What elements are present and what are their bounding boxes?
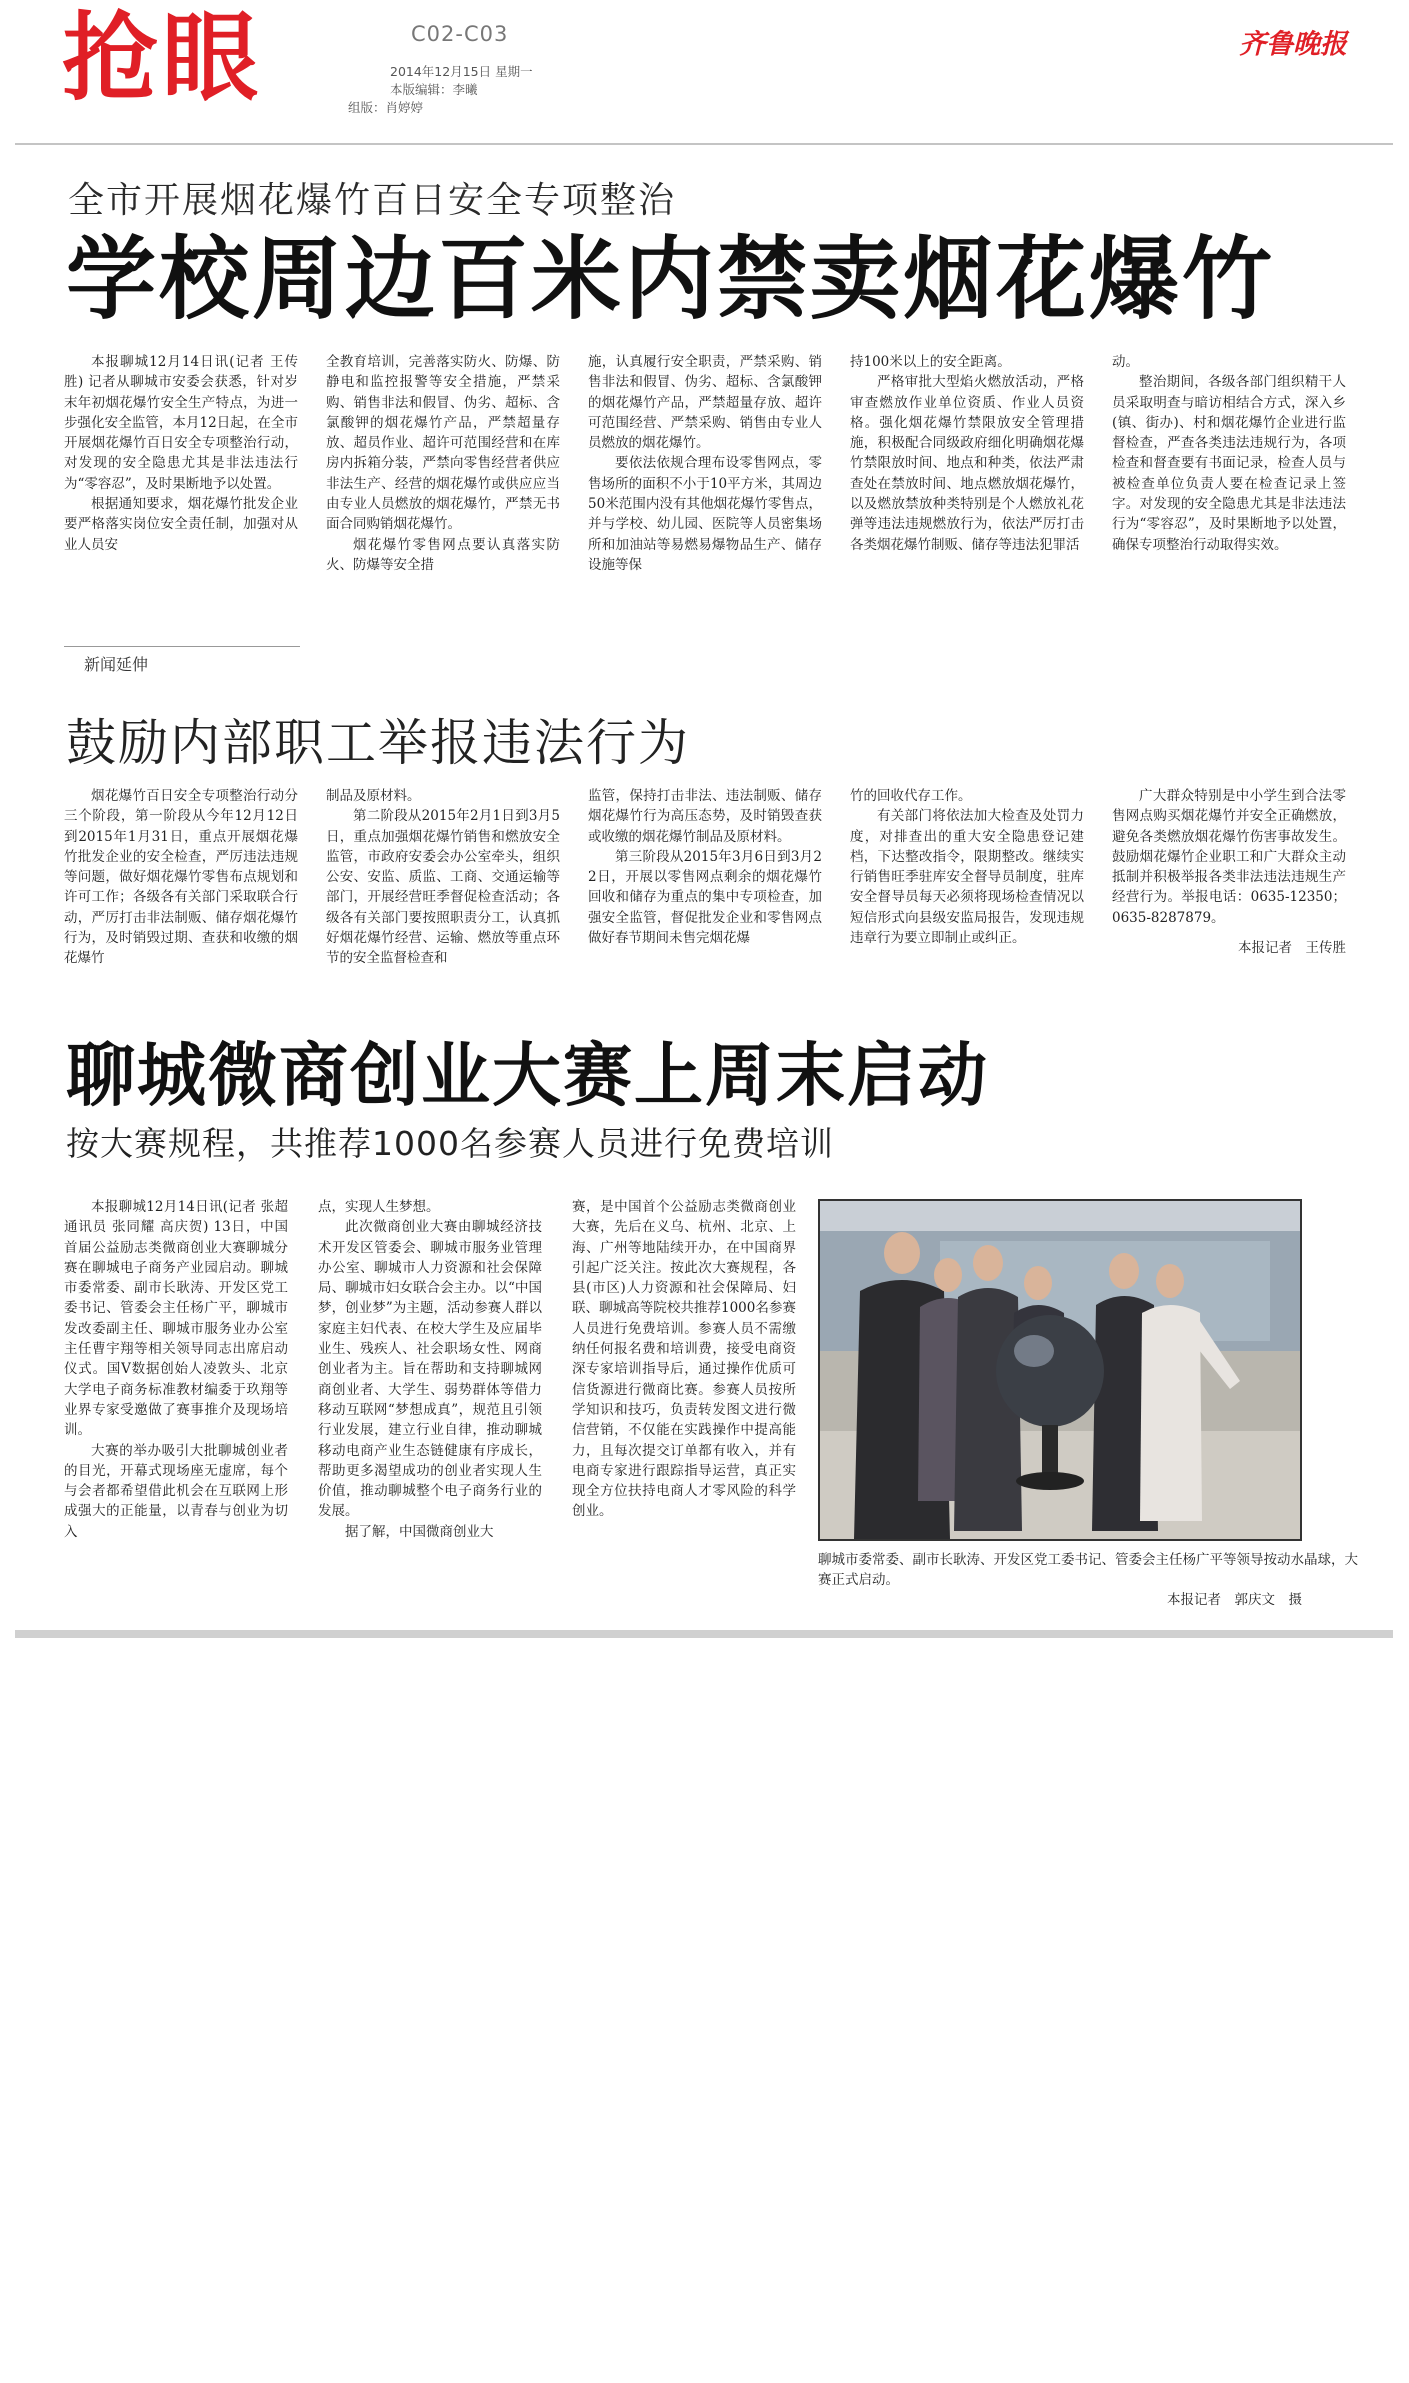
paragraph: 有关部门将依法加大检查及处罚力度，对排查出的重大安全隐患登记建档，下达整改指令，限期整改。继续实行销售旺季驻库安全督导员制度，驻库安全督导员每天必须将现场检查情况以短信形式向县级安监局报告，发现违规违章行为要立即制止或纠正。 xyxy=(850,808,1084,947)
article1-column-1 xyxy=(64,352,298,555)
paragraph: 竹的回收代存工作。 xyxy=(850,788,972,804)
article2-column-1 xyxy=(64,1197,288,1542)
paragraph: 动。 xyxy=(1112,354,1139,370)
sidebar-column-2 xyxy=(326,786,560,969)
sidebar-column-3 xyxy=(588,786,822,948)
page-numbers: C02-C03 xyxy=(411,22,509,46)
photo-credit: 本报记者 郭庆文 摄 xyxy=(1167,1592,1302,1608)
paragraph: 制品及原材料。 xyxy=(326,788,421,804)
paragraph: 持100米以上的安全距离。 xyxy=(850,354,1011,370)
header-divider xyxy=(15,143,1393,145)
paragraph: 点，实现人生梦想。 xyxy=(318,1199,440,1215)
paragraph: 烟花爆竹百日安全专项整治行动分三个阶段，第一阶段从今年12月12日到2015年1月31日，重点开展烟花爆竹批发企业的安全检查，严厉违法违规等问题，做好烟花爆竹零售布点规划和许可工作；各级各有关部门采取联合行动，严厉打击非法制贩、储存烟花爆竹行为，及时销毁过期、查获和收缴的烟花爆竹 xyxy=(64,788,298,967)
event-photo-scene xyxy=(820,1201,1300,1539)
paragraph: 大赛的举办吸引大批聊城创业者的目光，开幕式现场座无虚席，每个与会者都希望借此机会在互联网上形成强大的正能量，以青春与创业为切入 xyxy=(64,1442,288,1540)
article2-column-2 xyxy=(318,1197,542,1542)
article1-column-3 xyxy=(588,352,822,575)
paragraph: 此次微商创业大赛由聊城经济技术开发区管委会、聊城市服务业管理办公室、聊城市人力资源和社会保障局、聊城市妇女联合会主办。以“中国梦，创业梦”为主题，活动参赛人群以家庭主妇代表、在校大学生及应届毕业生、残疾人、社会职场女性、网商创业者为主。旨在帮助和支持聊城网商创业者、大学生、弱势群体等借力移动互联网“梦想成真”，规范且引领行业发展，建立行业自律，推动聊城移动电商产业生态链健康有序成长，帮助更多渴望成功的创业者实现人生价值，推动聊城整个电子商务行业的发展。 xyxy=(318,1219,542,1520)
paragraph: 本报聊城12月14日讯(记者 张超 通讯员 张同耀 高庆贺) 13日，中国首届公益励志类微商创业大赛聊城分赛在聊城电子商务产业园启动。聊城市委常委、副市长耿涛、开发区党工委书记、管委会主任杨广平，聊城市发改委副主任、聊城市服务业办公室主任曹宇翔等相关领导同志出席启动仪式。国V数据创始人凌敦头、北京大学电子商务标准教材编委于玖翔等业界专家受邀做了赛事推介及现场培训。 xyxy=(64,1199,288,1439)
editor-credit: 本版编辑：李曦 xyxy=(390,82,478,97)
paragraph: 整治期间，各级各部门组织精干人员采取明查与暗访相结合方式，深入乡(镇、街办)、村和烟花爆竹企业进行监督检查，严查各类违法违规行为，各项检查和督查要有书面记录，检查人员与被检查单位负责人要在检查记录上签字。对发现的安全隐患尤其是非法违法行为“零容忍”，及时果断地予以处置，确保专项整治行动取得实效。 xyxy=(1112,374,1346,553)
paragraph: 烟花爆竹零售网点要认真落实防火、防爆等安全措 xyxy=(326,536,560,573)
section-title: 抢眼 xyxy=(62,2,262,114)
paragraph: 据了解，中国微商创业大 xyxy=(345,1523,494,1540)
article-headline: 学校周边百米内禁卖烟花爆竹 xyxy=(66,227,1275,332)
section-tag: 新闻延伸 xyxy=(84,655,149,674)
sidebar-column-5 xyxy=(1112,786,1346,958)
article2-subheadline: 按大赛规程，共推荐1000名参赛人员进行免费培训 xyxy=(66,1124,834,1163)
byline: 本报记者 王传胜 xyxy=(1238,940,1346,957)
caption-text: 聊城市委常委、副市长耿涛、开发区党工委书记、管委会主任杨广平等领导按动水晶球，大赛正式启动。 xyxy=(818,1552,1358,1588)
paragraph: 要依法依规合理布设零售网点，零售场所的面积不小于10平方米，其周边50米范围内没有其他烟花爆竹零售点，并与学校、幼儿园、医院等人员密集场所和加油站等易燃易爆物品生产、储存设施等保 xyxy=(588,455,822,573)
paragraph: 第二阶段从2015年2月1日到3月5日，重点加强烟花爆竹销售和燃放安全监管，市政府安委会办公室牵头，组织公安、安监、质监、工商、交通运输等部门，开展经营旺季督促检查活动；各级各有关部门要按照职责分工，认真抓好烟花爆竹经营、运输、燃放等重点环节的安全监督检查和 xyxy=(326,808,560,967)
sidebar-column-4 xyxy=(850,786,1084,948)
paragraph: 根据通知要求，烟花爆竹批发企业要严格落实岗位安全责任制，加强对从业人员安 xyxy=(64,496,298,553)
article2-headline: 聊城微商创业大赛上周末启动 xyxy=(66,1036,989,1116)
paragraph: 广大群众特别是中小学生到合法零售网点购买烟花爆竹并安全正确燃放，避免各类燃放烟花爆竹伤害事故发生。鼓励烟花爆竹企业职工和广大群众主动抵制并积极举报各类非法违法违规生产经营行为。举报电话：0635-12350；0635-8287879。 xyxy=(1112,788,1346,926)
photo-caption xyxy=(818,1550,1358,1610)
event-photo xyxy=(818,1199,1302,1541)
sidebar-column-1 xyxy=(64,786,298,969)
paragraph: 全教育培训，完善落实防火、防爆、防静电和监控报警等安全措施，严禁采购、销售非法和假冒、伪劣、超标、含氯酸钾的烟花爆竹产品，严禁超量存放、超员作业、超许可范围经营和在库房内拆箱分装，严禁向零售经营者供应非法生产、经营的烟花爆竹或供应应当由专业人员燃放的烟花爆竹，严禁无书面合同购销烟花爆竹。 xyxy=(326,354,560,533)
paragraph: 严格审批大型焰火燃放活动，严格审查燃放作业单位资质、作业人员资格。强化烟花爆竹禁限放安全管理措施，积极配合同级政府细化明确烟花爆竹禁限放时间、地点和种类，依法严肃查处在禁放时间、地点燃放烟花爆竹，以及燃放禁放种类特别是个人燃放礼花弹等违法违规燃放行为，依法严厉打击各类烟花爆竹制贩、储存等违法犯罪活 xyxy=(850,374,1084,553)
newspaper-logo: 齐鲁晚报 xyxy=(1239,29,1347,60)
paragraph: 赛，是中国首个公益励志类微商创业大赛，先后在义乌、杭州、北京、上海、广州等地陆续开办，在中国商界引起广泛关注。按此次大赛规程，各县(市区)人力资源和社会保障局、妇联、聊城高等院校共推荐1000名参赛人员进行免费培训。参赛人员不需缴纳任何报名费和培训费，接受电商资深专家培训指导后，通过操作优质可信货源进行微商比赛。参赛人员按所学知识和技巧，负责转发图文进行微信营销，不仅能在实践操作中提高能力，且每次提交订单都有收入，并有电商专家进行跟踪指导运营，真正实现全方位扶持电商人才零风险的科学创业。 xyxy=(572,1199,796,1520)
article1-column-2 xyxy=(326,352,560,575)
page-bottom-rule xyxy=(15,1630,1393,1638)
issue-date: 2014年12月15日 星期一 xyxy=(390,64,533,79)
article-kicker: 全市开展烟花爆竹百日安全专项整治 xyxy=(68,180,677,221)
article1-column-5 xyxy=(1112,352,1346,555)
sidebar-title: 鼓励内部职工举报违法行为 xyxy=(66,714,690,772)
layout-credit: 组版：肖婷婷 xyxy=(348,100,424,115)
paragraph: 监管，保持打击非法、违法制贩、储存烟花爆竹行为高压态势，及时销毁查获或收缴的烟花爆竹制品及原材料。 xyxy=(588,788,822,845)
paragraph: 第三阶段从2015年3月6日到3月22日，开展以零售网点剩余的烟花爆竹回收和储存为重点的集中专项检查，加强安全监管，督促批发企业和零售网点做好春节期间未售完烟花爆 xyxy=(588,848,822,947)
article1-column-4 xyxy=(850,352,1084,555)
paragraph: 施，认真履行安全职责，严禁采购、销售非法和假冒、伪劣、超标、含氯酸钾的烟花爆竹产品，严禁超量存放、超许可范围经营、严禁采购、销售由专业人员燃放的烟花爆竹。 xyxy=(588,354,822,452)
paragraph: 本报聊城12月14日讯(记者 王传胜) 记者从聊城市安委会获悉，针对岁末年初烟花爆竹安全生产特点，为进一步强化安全监管，本月12日起，在全市开展烟花爆竹百日安全专项整治行动，对发现的安全隐患尤其是非法违法行为“零容忍”，及时果断地予以处置。 xyxy=(64,354,298,492)
article2-column-3 xyxy=(572,1197,796,1522)
